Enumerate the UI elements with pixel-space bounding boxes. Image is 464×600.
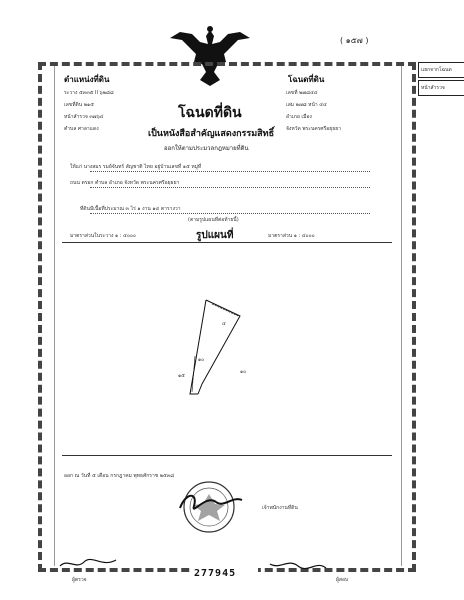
left-signature-caption: ผู้ตรวจ	[72, 577, 87, 583]
plot-map	[150, 296, 260, 436]
right-row-1: เลขที่ ๒๗๘๔๔	[286, 90, 318, 96]
right-signature	[268, 556, 328, 572]
plot-label-west: ๑๐	[198, 357, 205, 363]
right-row-4: จังหวัด พระนครศรีอยุธยา	[286, 126, 342, 132]
owner-row-2: ถนน ตรอก ตำบล อำเภอ จังหวัด พระนครศรีอยุธยา	[70, 180, 180, 186]
left-row-1: ระวาง ๕๓๓๕ II ๖๒๘๘	[64, 90, 114, 96]
right-row-3: อำเภอ เมือง	[286, 114, 312, 120]
document-title: โฉนดที่ดิน	[178, 105, 242, 121]
left-row-2: เลขที่ดิน ๒๑๕	[64, 102, 94, 108]
officer-signature	[176, 488, 246, 518]
left-row-3: หน้าสำรวจ ๓๗๖๔	[64, 114, 104, 120]
owner-row-3: ที่ดินมีเนื้อที่ประมาณ ๓ ไร่ ๑ งาน ๑๔ ตารางวา	[80, 206, 181, 212]
left-row-4: ตำบล ศาลาแดง	[64, 126, 99, 132]
scale-right: มาตราส่วน ๑ : ๔๐๐๐	[268, 233, 315, 239]
plot-label-south: ๑๕	[178, 373, 185, 379]
owner-note: (ตามรูปแผนที่ต่อท้ายนี้)	[188, 217, 239, 223]
plot-label-east: ๑๐	[240, 369, 247, 375]
right-row-2: เล่ม ๒๗๘ หน้า ๔๔	[286, 102, 327, 108]
document-subtitle: เป็นหนังสือสำคัญแสดงกรรมสิทธิ์	[148, 129, 275, 139]
issue-date-row: ออก ณ วันที่ ๕ เดือน กรกฎาคม พุทธศักราช ๒๕๓๘	[64, 473, 175, 479]
owner-row-1: ให้แก่ นางสมร รมย์จันทร์ สัญชาติ ไทย อยู่บ้านเลขที่ ๑๕ หมู่ที่	[70, 164, 202, 170]
land-deed-label-right: โฉนดที่ดิน	[288, 74, 325, 84]
document-issued-under: ออกให้ตามประมวลกฎหมายที่ดิน	[164, 145, 249, 152]
left-signature	[58, 556, 118, 572]
plot-label-north: ๔	[222, 321, 226, 327]
scale-left: มาตราส่วนในระวาง ๑ : ๔๐๐๐	[70, 233, 136, 239]
serial-number-box: 277945	[192, 566, 258, 584]
page-reference: ( ๑๕๗ )	[340, 36, 369, 45]
land-position-label: ตำแหน่งที่ดิน	[64, 74, 110, 84]
tab-split-from-deed: แยกจากโฉนด	[418, 62, 464, 78]
tab-survey-page: หน้าสำรวจ	[418, 80, 464, 96]
right-signature-caption: ผู้สอบ	[336, 577, 349, 583]
map-title: รูปแผนที่	[196, 230, 234, 241]
officer-caption: เจ้าพนักงานที่ดิน	[262, 505, 298, 511]
